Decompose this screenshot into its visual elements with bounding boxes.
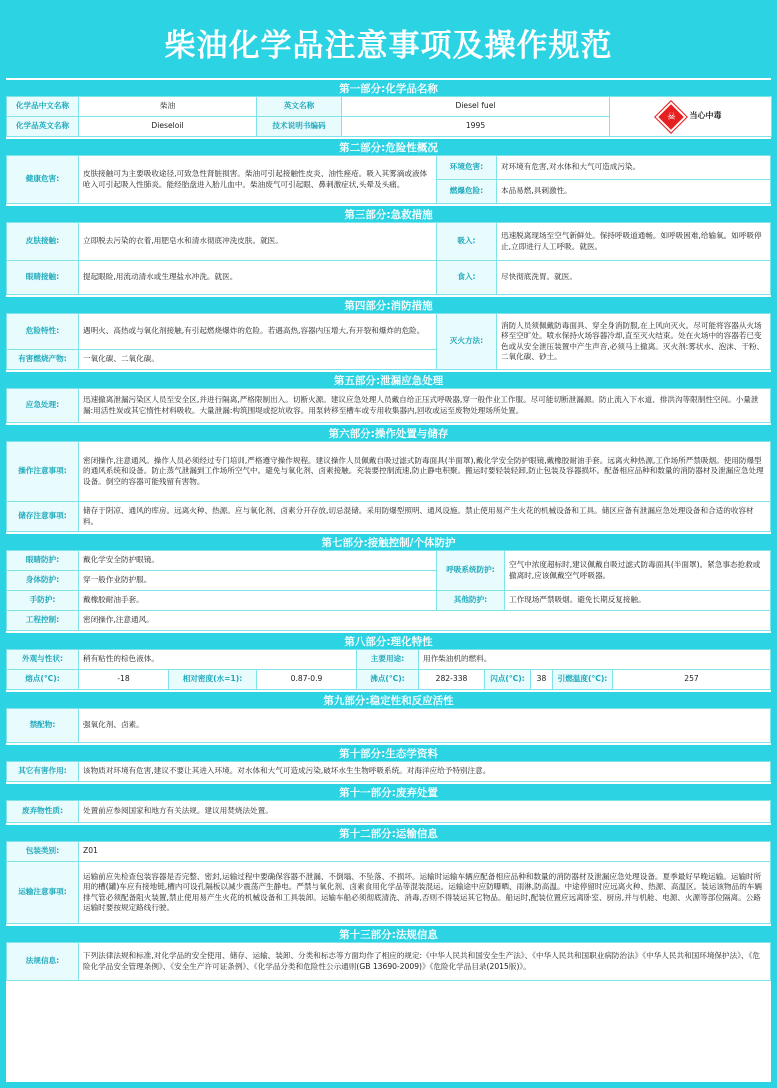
section-8-header: 第八部分:理化特性	[6, 631, 771, 649]
ignition-value: 257	[613, 670, 771, 690]
leak-label: 应急处理:	[7, 389, 79, 423]
en2-name-label: 化学品英文名称	[7, 117, 79, 137]
hazard-sign	[610, 97, 772, 137]
operate-label: 操作注意事项:	[7, 442, 79, 502]
usage-value: 用作柴油机的燃料。	[419, 650, 771, 670]
section-2-table	[6, 155, 771, 204]
inhal-value: 迅速脱离现场至空气新鲜处。保持呼吸道通畅。如呼吸困难,给输氧。如呼吸停止,立即进行人工呼吸。就医。	[497, 223, 771, 261]
env-label: 环境危害:	[437, 156, 497, 180]
inhal-label: 吸入:	[437, 223, 497, 261]
doc-code-label: 技术说明书编码	[257, 117, 342, 137]
boiling-label: 沸点(°C):	[357, 670, 419, 690]
msds-sheet	[6, 6, 771, 1082]
eye-protect-label: 眼睛防护:	[7, 551, 79, 571]
en-name-label: 英文名称	[257, 97, 342, 117]
danger-value: 遇明火、高热或与氧化剂接触,有引起燃烧爆炸的危险。若遇高热,容器内压增大,有开裂和爆炸的危险。	[79, 314, 437, 350]
incompatible-value: 强氧化剂、卤素。	[79, 709, 771, 743]
hand-protect-label: 手防护:	[7, 591, 79, 611]
density-value: 0.87-0.9	[257, 670, 357, 690]
section-1-header: 第一部分:化学品名称	[6, 78, 771, 96]
body-protect-label: 身体防护:	[7, 571, 79, 591]
section-11-header: 第十一部分:废弃处置	[6, 782, 771, 800]
skin-value: 立即脱去污染的衣着,用肥皂水和清水彻底冲洗皮肤。就医。	[79, 223, 437, 261]
waste-label: 废弃物性质:	[7, 801, 79, 823]
resp-protect-value: 空气中浓度超标时,建议佩戴自吸过滤式防毒面具(半面罩)。紧急事态抢救或撤离时,应该佩戴空气呼吸器。	[505, 551, 771, 591]
extinguish-label: 灭火方法:	[437, 314, 497, 370]
other-protect-value: 工作现场严禁吸烟。避免长期反复接触。	[505, 591, 771, 611]
operate-value: 密闭操作,注意通风。操作人员必须经过专门培训,严格遵守操作规程。建议操作人员佩戴自吸过滤式防毒面具(半面罩),戴化学安全防护眼镜,戴橡胶耐油手套。远离火种热源,工作场所严禁吸烟。使用防爆型的通风系统和设备。防止蒸气泄漏到工作场所空气中。避免与氧化剂、卤素接触。充装要控制流速,防止静电积聚。搬运时要轻装轻卸,防止包装及容器损坏。配备相应品种和数量的消防器材及泄漏应急处理设备。倒空的容器可能残留有害物。	[79, 442, 771, 502]
transport-value: 运输前应先检查包装容器是否完整、密封,运输过程中要确保容器不泄漏、不倒塌、不坠落、不损坏。运输时运输车辆应配备相应品种和数量的消防器材及泄漏应急处理设备。夏季最好早晚运输。运输时所用的槽(罐)车应有接地链,槽内可设孔隔板以减少震荡产生静电。严禁与氧化剂、卤素食用化学品等混装混运。运输途中应防曝晒、雨淋,防高温。中途停留时应远离火种、热源、高温区。装运该物品的车辆排气管必须配备阻火装置,禁止使用易产生火花的机械设备和工具装卸。运输车船必须彻底清洗、消毒,否则不得装运其它物品。船运时,配装位置应远离卧室、厨房,并与机舱、电源、火源等部位隔离。公路运输时要按规定路线行驶。	[79, 862, 771, 924]
skin-label: 皮肤接触:	[7, 223, 79, 261]
leak-value: 迅速撤离泄漏污染区人员至安全区,并进行隔离,严格限制出入。切断火源。建议应急处理人员戴自给正压式呼吸器,穿一般作业工作服。尽可能切断泄漏源。防止流入下水道、排洪沟等限制性空间。小量泄漏:用活性炭或其它惰性材料吸收。大量泄漏:构筑围堤或挖坑收容。用泵转移至槽车或专用收集器内,回收或运至废物处理场所处置。	[79, 389, 771, 423]
section-13-header: 第十三部分:法规信息	[6, 924, 771, 942]
section-9-table	[6, 708, 771, 743]
section-3-table	[6, 222, 771, 295]
fire-value: 本品易燃,具刺激性。	[497, 180, 771, 204]
density-label: 相对密度(水=1):	[169, 670, 257, 690]
body-protect-value: 穿一般作业防护服。	[79, 571, 437, 591]
section-2-header: 第二部分:危险性概况	[6, 137, 771, 155]
incompatible-label: 禁配物:	[7, 709, 79, 743]
flash-value: 38	[531, 670, 553, 690]
ignition-label: 引燃温度(°C):	[553, 670, 613, 690]
cn-name-value: 柴油	[79, 97, 257, 117]
eng-control-value: 密闭操作,注意通风。	[79, 611, 771, 631]
section-4-header: 第四部分:消防措施	[6, 295, 771, 313]
section-9-header: 第九部分:稳定性和反应活性	[6, 690, 771, 708]
combustion-label: 有害燃烧产物:	[7, 350, 79, 370]
cn-name-label: 化学品中文名称	[7, 97, 79, 117]
section-5-header: 第五部分:泄漏应急处理	[6, 370, 771, 388]
boiling-value: 282-338	[419, 670, 485, 690]
flash-label: 闪点(°C):	[485, 670, 531, 690]
page-title: 柴油化学品注意事项及操作规范	[6, 6, 771, 78]
combustion-value: 一氧化碳、二氧化碳。	[79, 350, 437, 370]
eye-contact-value: 提起眼睑,用流动清水或生理盐水冲洗。就医。	[79, 261, 437, 295]
appearance-label: 外观与性状:	[7, 650, 79, 670]
extinguish-value: 消防人员须佩戴防毒面具、穿全身消防服,在上风向灭火。尽可能将容器从火场移至空旷处。喷水保持火场容器冷却,直至灭火结束。处在火场中的容器若已变色或从安全泄压装置中产生声音,必须马上撤离。灭火剂:雾状水、泡沫、干粉、二氧化碳、砂土。	[497, 314, 771, 370]
section-12-header: 第十二部分:运输信息	[6, 823, 771, 841]
section-5-table	[6, 388, 771, 423]
doc-code-value: 1995	[342, 117, 610, 137]
section-4-table	[6, 313, 771, 370]
section-6-header: 第六部分:操作处置与储存	[6, 423, 771, 441]
ingest-value: 尽快彻底洗胃。就医。	[497, 261, 771, 295]
section-13-table	[6, 942, 771, 981]
section-7-header: 第七部分:接触控制/个体防护	[6, 532, 771, 550]
eye-protect-value: 戴化学安全防护眼镜。	[79, 551, 437, 571]
section-12-table	[6, 841, 771, 924]
section-10-header: 第十部分:生态学资料	[6, 743, 771, 761]
health-label: 健康危害:	[7, 156, 79, 204]
eng-control-label: 工程控制:	[7, 611, 79, 631]
regulation-value: 下列法律法规和标准,对化学品的安全使用、储存、运输、装卸、分类和标志等方面均作了相应的规定:《中华人民共和国安全生产法》、《中华人民共和国职业病防治法》《中华人民共和国环境保护法》、《危险化学品安全管理条例》、《安全生产许可证条例》、《化学品分类和危险性公示通则(GB 13690-2009)》《危险化学品目录(2015版)》。	[79, 943, 771, 981]
fire-label: 燃爆危险:	[437, 180, 497, 204]
storage-label: 储存注意事项:	[7, 502, 79, 532]
package-value: Z01	[79, 842, 771, 862]
melting-value: -18	[79, 670, 169, 690]
ingest-label: 食入:	[437, 261, 497, 295]
regulation-label: 法规信息:	[7, 943, 79, 981]
storage-value: 储存于阴凉、通风的库房。远离火种、热源。应与氧化剂、卤素分开存放,切忌混储。采用防爆型照明、通风设施。禁止使用易产生火花的机械设备和工具。储区应备有泄漏应急处理设备和合适的收容材料。	[79, 502, 771, 532]
resp-protect-label: 呼吸系统防护:	[437, 551, 505, 591]
other-protect-label: 其他防护:	[437, 591, 505, 611]
eco-value: 该物质对环境有危害,建议不要让其进入环境。对水体和大气可造成污染,破坏水生生物呼吸系统。对海洋应给予特别注意。	[79, 762, 771, 782]
en2-name-value: Dieseloil	[79, 117, 257, 137]
transport-label: 运输注意事项:	[7, 862, 79, 924]
usage-label: 主要用途:	[357, 650, 419, 670]
skull-hazard-icon: ☠	[655, 101, 686, 132]
section-11-table	[6, 800, 771, 823]
en-name-value: Diesel fuel	[342, 97, 610, 117]
package-label: 包装类别:	[7, 842, 79, 862]
eco-label: 其它有害作用:	[7, 762, 79, 782]
melting-label: 熔点(°C):	[7, 670, 79, 690]
health-value: 皮肤接触可为主要吸收途径,可致急性肾脏损害。柴油可引起接触性皮炎、油性痤疮。吸入其雾滴或液体呛入可引起吸入性肺炎。能经胎盘进入胎儿血中。柴油废气可引起眼、鼻刺激症状,头晕及头痛。	[79, 156, 437, 204]
section-8-table	[6, 649, 771, 690]
env-value: 对环境有危害,对水体和大气可造成污染。	[497, 156, 771, 180]
waste-value: 处置前应参阅国家和地方有关法规。建议用焚烧法处置。	[79, 801, 771, 823]
section-10-table	[6, 761, 771, 782]
section-7-table	[6, 550, 771, 631]
hazard-text: 当心中毒	[689, 111, 722, 121]
section-6-table	[6, 441, 771, 532]
section-1-table	[6, 96, 772, 137]
eye-contact-label: 眼睛接触:	[7, 261, 79, 295]
appearance-value: 稍有粘性的棕色液体。	[79, 650, 357, 670]
section-3-header: 第三部分:急救措施	[6, 204, 771, 222]
hand-protect-value: 戴橡胶耐油手套。	[79, 591, 437, 611]
danger-label: 危险特性:	[7, 314, 79, 350]
